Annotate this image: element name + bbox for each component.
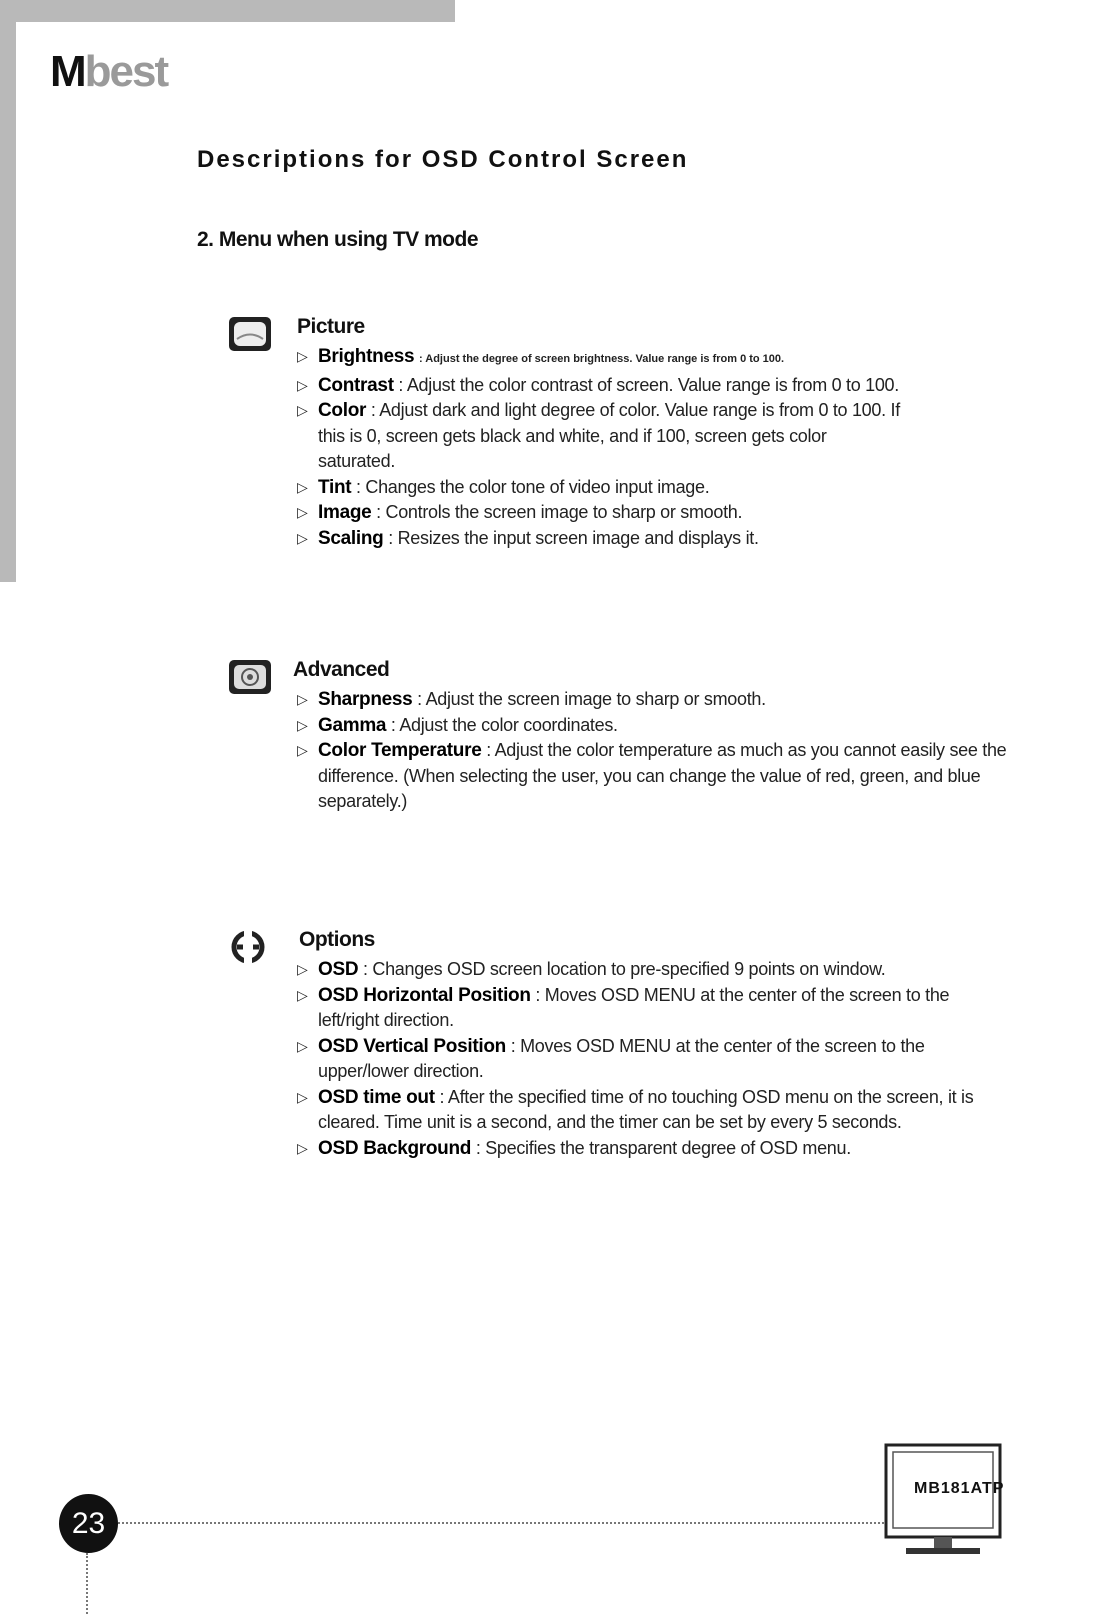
page-title: Descriptions for OSD Control Screen [197,146,689,173]
list-item [297,1085,1007,1136]
bullet-icon: ▷ [297,1088,308,1105]
picture-icon [227,315,273,353]
item-desc: : Adjust dark and light degree of color. Value range is from 0 to 100. If this is 0, screen gets black and white, and if 100, screen gets color saturated. [318,400,900,471]
logo-initial: M [50,47,85,96]
bullet-icon: ▷ [297,1037,308,1054]
section-subtitle: 2. Menu when using TV mode [197,228,479,251]
item-desc: : Adjust the color temperature as much as you cannot easily see the difference. (When selecting the user, you can change the value of red, green, and blue separately.) [318,740,1007,811]
bullet-icon: ▷ [297,716,308,733]
list-item [297,983,1007,1034]
item-term: OSD Vertical Position [318,1035,506,1057]
list-item [297,713,1007,739]
list-item [297,687,1007,713]
item-term: Contrast [318,374,394,396]
brand-logo [50,47,168,96]
item-term: OSD Horizontal Position [318,984,531,1006]
item-term: OSD time out [318,1086,435,1108]
item-desc: : Changes OSD screen location to pre-specified 9 points on window. [362,959,886,979]
list-item [297,500,1007,526]
bullet-icon: ▷ [297,376,308,393]
item-desc: : Moves OSD MENU at the center of the screen to the upper/lower direction. [318,1035,925,1081]
list-item [297,1136,1007,1162]
list-item [297,526,1007,552]
footer-divider [118,1522,884,1524]
item-desc: : Adjust the degree of screen brightness. Value range is from 0 to 100. [418,353,785,365]
item-desc: : Adjust the color contrast of screen. Value range is from 0 to 100. [398,374,899,395]
item-term: Brightness [318,346,415,367]
page-frame-top [0,0,455,22]
bullet-icon: ▷ [297,529,308,546]
list-item [297,1034,1007,1085]
model-name: MB181ATP [914,1480,1005,1497]
item-term: Color [318,400,367,421]
bullet-icon: ▷ [297,986,308,1003]
item-desc: : Controls the screen image to sharp or smooth. [376,502,743,522]
list-item [297,344,1007,373]
item-desc: : Adjust the color coordinates. [390,714,618,735]
item-term: OSD Background [318,1137,472,1159]
section-title: Options [299,928,375,951]
options-icon [227,928,273,966]
footer-divider-vertical [86,1553,88,1614]
monitor-icon [884,1443,1005,1558]
section-title: Picture [297,315,365,338]
item-term: Tint [318,476,352,498]
logo-rest: best [84,47,168,96]
list-item [297,373,1007,399]
bullet-icon: ▷ [297,402,308,418]
bullet-icon: ▷ [297,1139,308,1156]
bullet-icon: ▷ [297,348,308,364]
list-item [297,475,1007,501]
item-term: Sharpness [318,689,413,710]
page-frame-left [0,0,16,582]
list-item [297,738,1007,815]
advanced-icon [227,658,273,696]
item-term: Image [318,502,372,523]
item-list [297,957,1007,1161]
bullet-icon: ▷ [297,504,308,520]
bullet-icon: ▷ [297,742,308,758]
item-desc: : Moves OSD MENU at the center of the screen to the left/right direction. [318,984,950,1030]
item-term: Color Temperature [318,740,482,761]
item-term: OSD [318,959,359,980]
item-list [297,344,1007,551]
bullet-icon: ▷ [297,691,308,707]
page-number: 23 [59,1494,118,1553]
item-list [297,687,1007,815]
item-desc: : Specifies the transparent degree of OSD menu. [475,1137,851,1158]
item-term: Scaling [318,527,384,549]
section-title: Advanced [293,658,390,681]
bullet-icon: ▷ [297,478,308,495]
item-desc: : Adjust the screen image to sharp or smooth. [417,689,766,709]
item-term: Gamma [318,714,387,736]
bullet-icon: ▷ [297,961,308,977]
list-item [297,957,1007,983]
list-item [297,398,1007,475]
item-desc: : Resizes the input screen image and displays it. [388,527,759,548]
item-desc: : Changes the color tone of video input image. [355,476,710,497]
item-desc: : After the specified time of no touching OSD menu on the screen, it is cleared. Time unit is a second, and the timer can be set by every 5 seconds. [318,1086,974,1132]
